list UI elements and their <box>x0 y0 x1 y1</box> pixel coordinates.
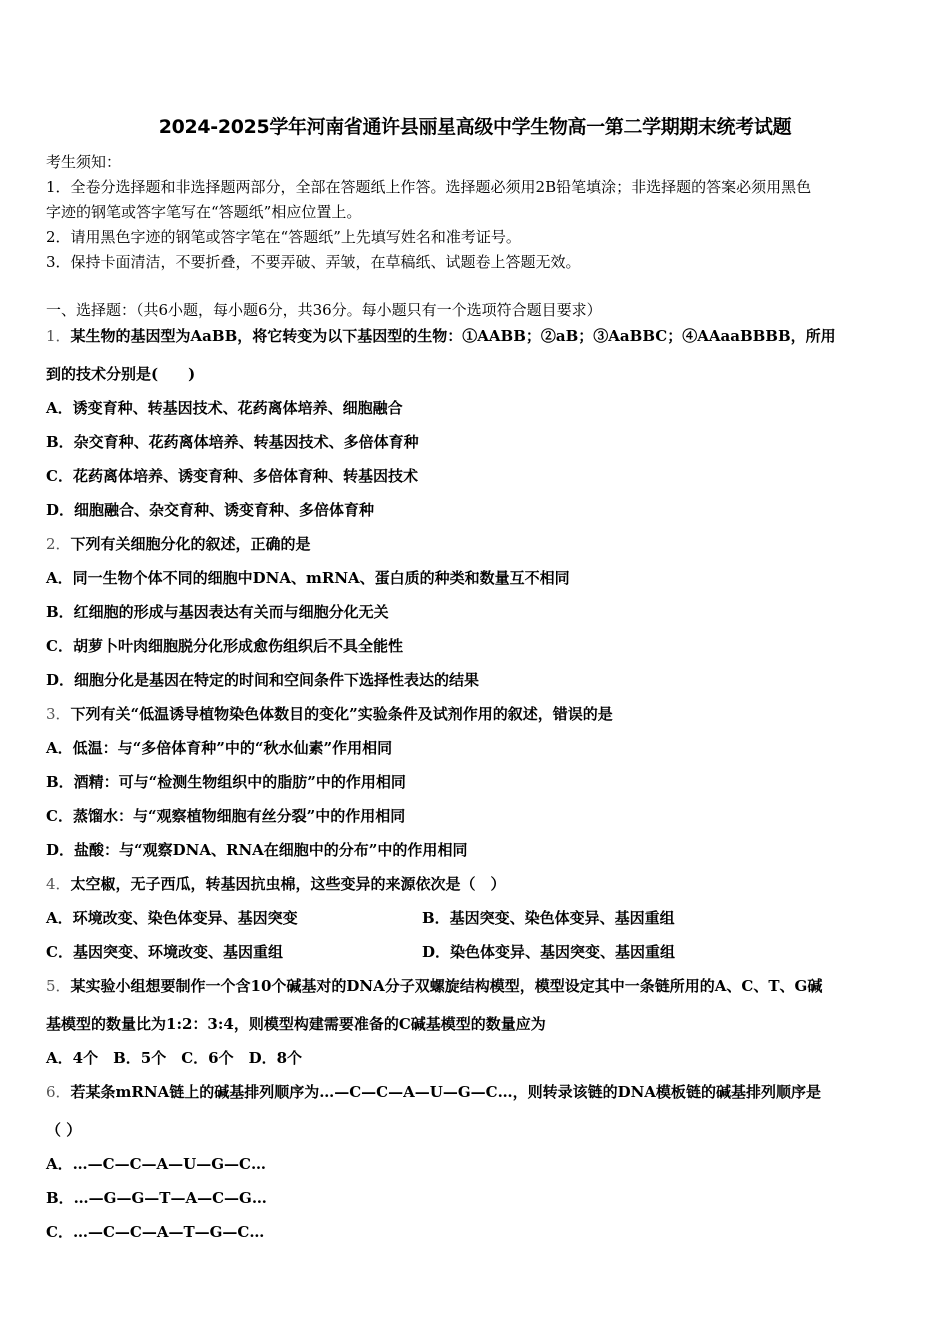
question-4-options-row-2 <box>46 942 906 962</box>
question-2-option-a: A．同一生物个体不同的细胞中DNA、mRNA、蛋白质的种类和数量互不相同 <box>46 569 570 587</box>
question-5-stem-cont: 基模型的数量比为1:2：3:4，则模型构建需要准备的C碱基模型的数量应为 <box>46 1015 546 1033</box>
section-heading: 一、选择题：（共6小题，每小题6分，共36分。每小题只有一个选项符合题目要求） <box>46 301 602 319</box>
question-number: 2． <box>46 535 71 553</box>
question-2-option-d: D．细胞分化是基因在特定的时间和空间条件下选择性表达的结果 <box>46 671 480 689</box>
page-title: 2024-2025学年河南省通许县丽星高级中学生物高一第二学期期末统考试题 <box>158 116 792 138</box>
question-6-option-a: A．…—C—C—A—U—G—C… <box>46 1155 266 1173</box>
question-number: 4． <box>46 875 71 893</box>
question-4-option-d: D．染色体变异、基因突变、基因重组 <box>422 943 676 961</box>
question-1-stem-cont: 到的技术分别是( ) <box>46 365 196 383</box>
question-1-option-d: D．细胞融合、杂交育种、诱变育种、多倍体育种 <box>46 501 375 519</box>
question-4-option-a: A．环境改变、染色体变异、基因突变 <box>46 909 298 927</box>
question-1-option-c: C．花药离体培养、诱变育种、多倍体育种、转基因技术 <box>46 467 418 485</box>
question-number: 5． <box>46 977 71 995</box>
question-1-option-a: A．诱变育种、转基因技术、花药离体培养、细胞融合 <box>46 399 403 417</box>
notice-item-3: 3．保持卡面清洁，不要折叠，不要弄破、弄皱，在草稿纸、试题卷上答题无效。 <box>46 253 581 271</box>
question-6-option-c: C．…—C—C—A—T—G—C… <box>46 1223 265 1241</box>
question-3-option-a: A．低温：与“多倍体育种”中的“秋水仙素”作用相同 <box>46 739 393 757</box>
question-6-option-b: B．…—G—G—T—A—C—G… <box>46 1189 267 1207</box>
question-4-stem: 4．太空椒，无子西瓜，转基因抗虫棉，这些变异的来源依次是（ ） <box>46 875 506 893</box>
notice-item-2: 2．请用黑色字迹的钢笔或答字笔在“答题纸”上先填写姓名和准考证号。 <box>46 228 521 246</box>
question-4-option-b: B．基因突变、染色体变异、基因重组 <box>422 909 675 927</box>
question-3-stem: 3．下列有关“低温诱导植物染色体数目的变化”实验条件及试剂作用的叙述，错误的是 <box>46 705 613 723</box>
question-number: 6． <box>46 1083 71 1101</box>
question-number: 3． <box>46 705 71 723</box>
notice-item-1-cont: 字迹的钢笔或答字笔写在“答题纸”相应位置上。 <box>46 203 362 221</box>
notice-item-1: 1．全卷分选择题和非选择题两部分，全部在答题纸上作答。选择题必须用2B铅笔填涂；非选择题的答案必须用黑色 <box>46 178 812 196</box>
notice-header: 考生须知： <box>46 153 122 171</box>
question-4-option-c: C．基因突变、环境改变、基因重组 <box>46 943 283 961</box>
question-3-option-c: C．蒸馏水：与“观察植物细胞有丝分裂”中的作用相同 <box>46 807 406 825</box>
question-3-option-d: D．盐酸：与“观察DNA、RNA在细胞中的分布”中的作用相同 <box>46 841 468 859</box>
question-2-stem: 2．下列有关细胞分化的叙述，正确的是 <box>46 535 311 553</box>
question-2-option-b: B．红细胞的形成与基因表达有关而与细胞分化无关 <box>46 603 389 621</box>
question-5-options: A．4个 B．5个 C．6个 D．8个 <box>46 1049 303 1067</box>
question-4-options-row-1 <box>46 908 906 928</box>
question-1-option-b: B．杂交育种、花药离体培养、转基因技术、多倍体育种 <box>46 433 419 451</box>
question-2-option-c: C．胡萝卜叶肉细胞脱分化形成愈伤组织后不具全能性 <box>46 637 403 655</box>
question-1-stem: 1．某生物的基因型为AaBB，将它转变为以下基因型的生物：①AABB；②aB；③AaBBC；④AAaaBBBB，所用 <box>46 327 836 345</box>
question-6-stem: 6．若某条mRNA链上的碱基排列顺序为…—C—C—A—U—G—C…，则转录该链的DNA模板链的碱基排列顺序是 <box>46 1083 821 1101</box>
question-number: 1． <box>46 327 71 345</box>
question-6-stem-cont: （ ） <box>46 1121 82 1139</box>
question-5-stem: 5．某实验小组想要制作一个含10个碱基对的DNA分子双螺旋结构模型，模型设定其中一条链所用的A、C、T、G碱 <box>46 977 823 995</box>
question-3-option-b: B．酒精：可与“检测生物组织中的脂肪”中的作用相同 <box>46 773 406 791</box>
